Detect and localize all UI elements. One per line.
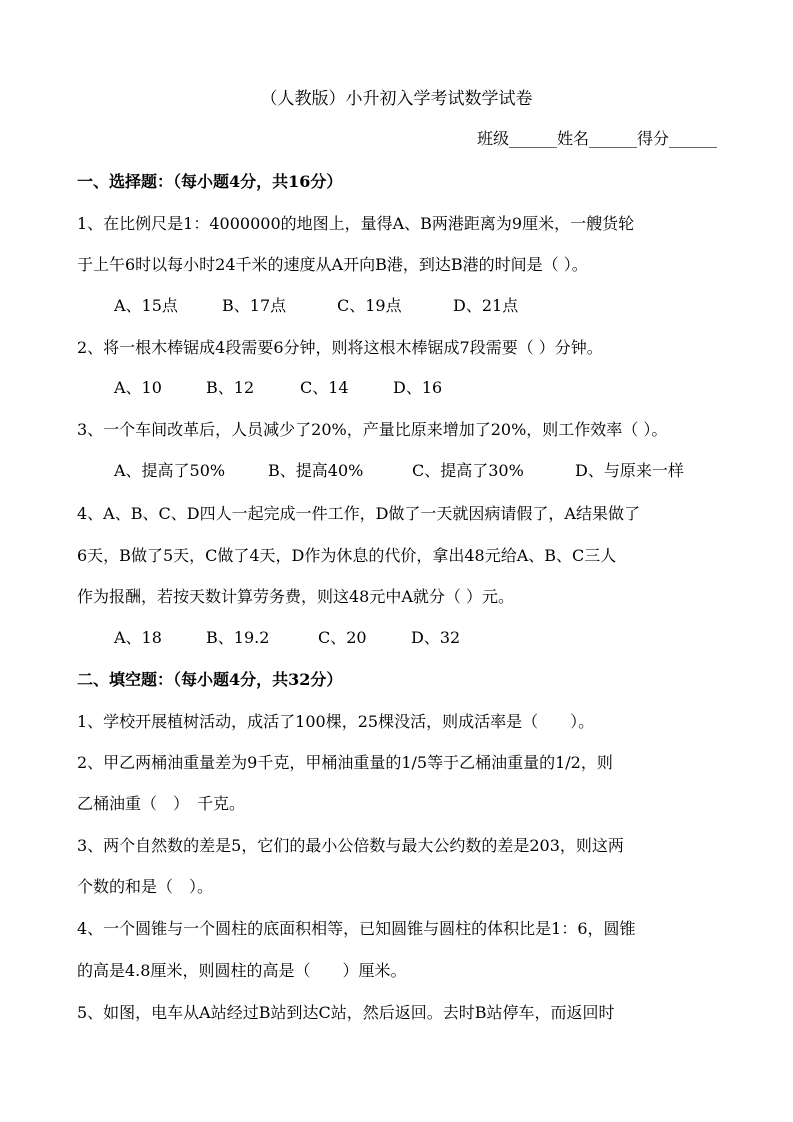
option-b: B、17点 [222,296,287,315]
option-a: A、10 [114,378,162,397]
question-text: 的高是4.8厘米，则圆柱的高是（ ）厘米。 [77,961,407,980]
question-text: 3、两个自然数的差是5，它们的最小公倍数与最大公约数的差是203，则这两 [77,836,624,855]
option-c: C、19点 [337,296,402,315]
option-a: A、提高了50% [114,461,226,480]
option-d: D、21点 [453,296,519,315]
option-d: D、与原来一样 [575,461,684,480]
question-text: 5、如图，电车从A站经过B站到达C站，然后返回。去时B站停车，而返回时 [77,1003,615,1022]
question-text: 于上午6时以每小时24千米的速度从A开向B港，到达B港的时间是（ ）。 [77,255,588,274]
question-text: 1、学校开展植树活动，成活了100棵，25棵没活，则成活率是（ ）。 [77,712,595,731]
question-text: 1、在比例尺是1：4000000的地图上，量得A、B两港距离为9厘米，一艘货轮 [77,214,635,233]
section-heading-fill: 二、填空题：（每小题4分，共32分） [77,670,343,689]
page-title: （人教版）小升初入学考试数学试卷 [260,89,533,109]
option-b: B、提高40% [268,461,364,480]
option-c: C、20 [318,628,367,647]
option-b: B、19.2 [206,628,270,647]
option-c: C、提高了30% [412,461,524,480]
question-text: 4、A、B、C、D四人一起完成一件工作，D做了一天就因病请假了，A结果做了 [77,504,640,523]
question-text: 4、一个圆锥与一个圆柱的底面积相等，已知圆锥与圆柱的体积比是1：6，圆锥 [77,919,636,938]
question-text: 个数的和是（ ）。 [77,877,214,896]
option-b: B、12 [206,378,255,397]
question-text: 2、甲乙两桶油重量差为9千克，甲桶油重量的1/5等于乙桶油重量的1/2，则 [77,753,613,772]
question-text: 作为报酬，若按天数计算劳务费，则这48元中A就分（ ）元。 [77,587,515,606]
option-a: A、18 [114,628,162,647]
student-info-line: 班级______姓名______得分______ [476,129,717,148]
section-heading-choice: 一、选择题：（每小题4分，共16分） [77,172,343,191]
option-d: D、32 [411,628,461,647]
option-c: C、14 [300,378,349,397]
question-text: 3、一个车间改革后，人员减少了20%，产量比原来增加了20%，则工作效率（ ）。 [77,420,668,439]
option-a: A、15点 [114,296,178,315]
question-text: 6天，B做了5天，C做了4天，D作为休息的代价，拿出48元给A、B、C三人 [77,546,617,565]
option-d: D、16 [393,378,443,397]
question-text: 乙桶油重（ ） 千克。 [77,794,246,813]
question-text: 2、将一根木棒锯成4段需要6分钟，则将这根木棒锯成7段需要（ ）分钟。 [77,338,603,357]
